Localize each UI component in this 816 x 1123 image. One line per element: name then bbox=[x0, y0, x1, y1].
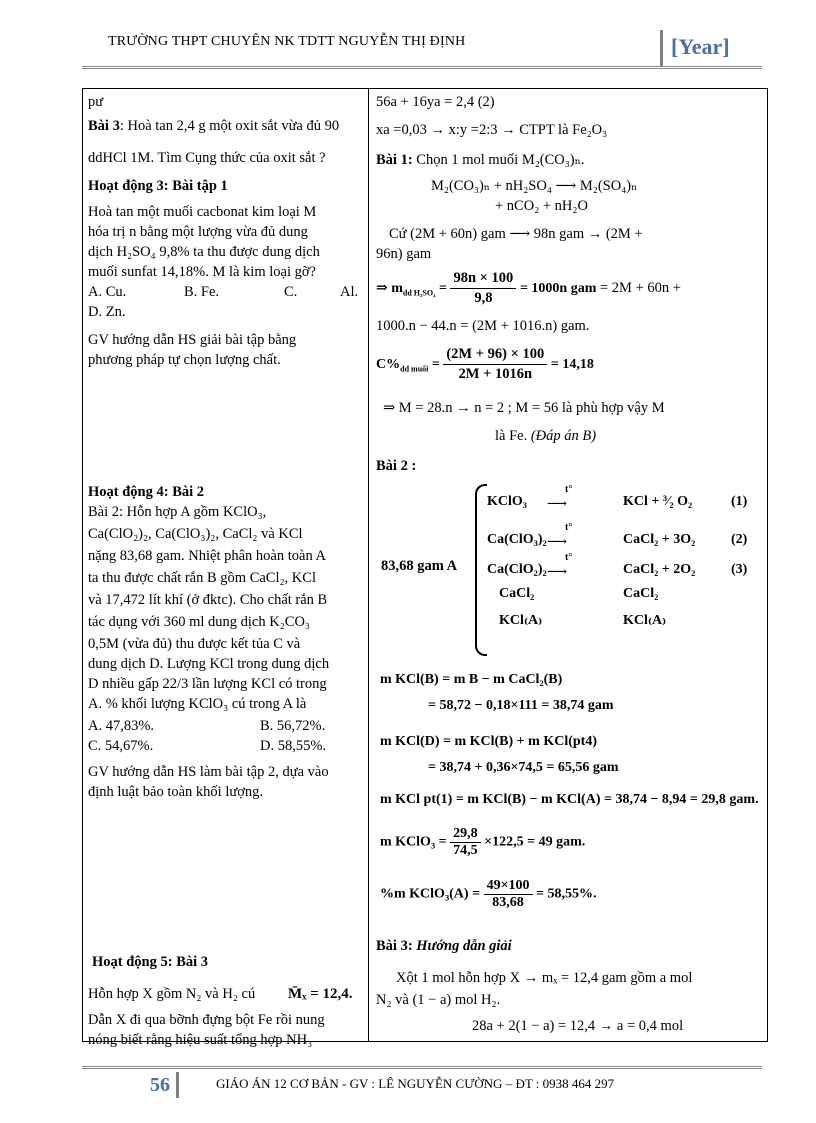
kcl-line3: m KCl(D) = m KCl(B) + m KCl(pt4) bbox=[380, 734, 597, 749]
k7-rhs: = 58,55%. bbox=[536, 886, 597, 902]
mdd-next: 1000.n − 44.n = (2M + 1016.n) gam. bbox=[376, 318, 590, 334]
row3-num: (3) bbox=[731, 562, 748, 577]
hd4-line3: nặng 83,68 gam. Nhiệt phân hoàn toàn A bbox=[88, 548, 326, 564]
k7-fraction bbox=[484, 878, 533, 911]
year-field: [Year] bbox=[660, 30, 730, 66]
row3-arrow: ⟶ bbox=[547, 565, 568, 580]
hd3-line2: hóa trị n bằng một lượng vừa đủ dung bbox=[88, 224, 308, 240]
hd3-line4: muối sunfat 14,18%. M là kim loại gỡ? bbox=[88, 264, 316, 280]
c-den: 2M + 1016n bbox=[458, 366, 533, 382]
bai1-cu2: 96n) gam bbox=[376, 246, 432, 262]
hd4-gv1: GV hướng dẫn HS làm bài tập 2, dựa vào bbox=[88, 764, 329, 780]
hd4-line8: dung dịch D. Lượng KCl trong dung dịch bbox=[88, 656, 330, 672]
hd3-opt-d: D. Zn. bbox=[88, 304, 126, 320]
k6-den: 74,5 bbox=[453, 843, 478, 858]
hd4-line1 bbox=[88, 503, 362, 522]
percent-equation bbox=[380, 878, 597, 911]
footer-text: GIÁO ÁN 12 CƠ BẢN - GV : LÊ NGUYỄN CƯỜNG – ĐT : 0938 464 297 bbox=[216, 1076, 615, 1091]
k6-num: 29,8 bbox=[450, 826, 481, 843]
row1-t: t° bbox=[565, 484, 573, 495]
hd5-line3: nóng biết rằng hiệu suất tổng hợp NH₃ bbox=[88, 1032, 313, 1048]
kclo3-equation bbox=[380, 826, 585, 859]
mdd-tail: = 2M + 60n + bbox=[600, 279, 681, 296]
hd3-opt-c: C. bbox=[284, 284, 298, 300]
hd4-opt-c: C. 54,67%. bbox=[88, 738, 154, 754]
mdd-fraction bbox=[450, 269, 516, 308]
hd5-line1a: Hỗn hợp X gồm N₂ và H₂ cú bbox=[88, 986, 256, 1002]
row4-right: CaCl₂ bbox=[623, 586, 659, 601]
row2-num: (2) bbox=[731, 532, 748, 547]
kcl-line5: m KCl pt(1) = m KCl(B) − m KCl(A) = 38,74 − 8,94 = 29,8 gam. bbox=[380, 792, 759, 807]
hd3-gv2: phương pháp tự chọn lượng chất. bbox=[88, 352, 281, 368]
bai1-eq-line2: + nCO₂ + nH₂O bbox=[495, 198, 588, 214]
right-r1: 56a + 16ya = 2,4 (2) bbox=[376, 94, 495, 110]
hd4-line2: Ca(ClO₂)₂, Ca(ClO₃)₂, CaCl₂ và KCl bbox=[88, 526, 303, 542]
hd5-title: Hoạt động 5: Bài 3 bbox=[92, 954, 209, 970]
footer-rule bbox=[82, 1066, 762, 1069]
hd3-title: Hoạt động 3: Bài tập 1 bbox=[88, 178, 228, 194]
bai1-text: Chọn 1 mol muối M₂(CO₃)ₙ. bbox=[412, 152, 585, 168]
left-pu: pư bbox=[88, 94, 104, 110]
row1-right: KCl + ³⁄₂ O₂ bbox=[623, 494, 693, 509]
bai3-right-title bbox=[376, 938, 512, 955]
school-name: TRƯỜNG THPT CHUYÊN NK TDTT NGUYỄN THỊ ĐỊNH bbox=[108, 34, 466, 49]
mdd-den: 9,8 bbox=[474, 290, 493, 306]
row1-num: (1) bbox=[731, 494, 748, 509]
hd3-opt-a: A. Cu. bbox=[88, 284, 127, 300]
mdd-sub: dd H₂SO₄ bbox=[402, 288, 436, 298]
bai3-hint: Hướng dẫn giải bbox=[412, 938, 512, 954]
c-lhs: C% bbox=[376, 356, 401, 372]
hd4-opt-b: B. 56,72%. bbox=[260, 718, 326, 734]
mdd-rhs: = 1000n gam bbox=[519, 280, 597, 296]
hd4-options-ab bbox=[88, 717, 362, 736]
column-divider bbox=[368, 89, 369, 1041]
kcl-line4: = 38,74 + 0,36×74,5 = 65,56 gam bbox=[428, 760, 619, 775]
cpct-equation: $C\%_{dd muối}$ = $\frac{(2M + 96) \times 100}{2M + 1016n}$ = 14,18 bbox=[376, 346, 594, 382]
hd4-title: Hoạt động 4: Bài 2 bbox=[88, 484, 205, 500]
c-fraction bbox=[443, 345, 547, 384]
c-sub: dd muối bbox=[400, 364, 429, 374]
row1-arrow: ⟶ bbox=[547, 497, 568, 512]
bai1-label: Bài 1: bbox=[376, 152, 413, 168]
hd4-opt-a: A. 47,83%. bbox=[88, 718, 155, 734]
bai3-line1: Xột 1 mol hỗn hợp X → mₓ = 12,4 gam gồm a mol bbox=[396, 970, 693, 986]
hd4-line7: 0,5M (vừa đủ) thu được kết tủa C và bbox=[88, 636, 301, 652]
right-r2: xa =0,03 → x:y =2:3 → CTPT là Fe₂O₃ bbox=[376, 122, 608, 138]
bai1-result2 bbox=[495, 427, 816, 446]
hd4-line6: tác dụng với 360 ml dung dịch K₂CO₃ bbox=[88, 614, 310, 630]
header-rule bbox=[82, 66, 762, 69]
res2a: là Fe. bbox=[495, 428, 531, 444]
bai2-label: Bài 2 : bbox=[376, 458, 417, 474]
left-bai3 bbox=[88, 117, 362, 136]
c-num: (2M + 96) × 100 bbox=[443, 345, 547, 365]
k7-num: 49×100 bbox=[484, 878, 533, 895]
mdd-num: 98n × 100 bbox=[450, 269, 516, 289]
page-number: 56 bbox=[150, 1072, 179, 1098]
hd4-line5: và 17,472 lít khí (ở đktc). Cho chất rắn B bbox=[88, 592, 328, 608]
hd3-options bbox=[88, 283, 362, 302]
bai1-result1: ⇒ M = 28.n → n = 2 ; M = 56 là phù hợp vậy M bbox=[383, 400, 665, 416]
hd3-line1: Hoà tan một muối cacbonat kim loại M bbox=[88, 204, 317, 220]
row4-left: CaCl₂ bbox=[499, 586, 535, 601]
bai3-line2: N₂ và (1 − a) mol H₂. bbox=[376, 992, 501, 1008]
bai1-eq-line1: M₂(CO₃)ₙ + nH₂SO₄ ⟶ M₂(SO₄)ₙ bbox=[431, 178, 638, 194]
bai3-right-label: Bài 3: bbox=[376, 938, 413, 954]
bai3-text1: : Hoà tan 2,4 g một oxit sắt vừa đủ 90 bbox=[119, 118, 340, 134]
answer-b: (Đáp án B) bbox=[530, 428, 597, 444]
hd4-line4: ta thu được chất rắn B gồm CaCl₂, KCl bbox=[88, 570, 316, 586]
mass-label: 83,68 gam A bbox=[381, 558, 458, 574]
row2-t: t° bbox=[565, 522, 573, 533]
k7-den: 83,68 bbox=[492, 895, 524, 910]
reaction-block bbox=[375, 480, 761, 660]
mdd-equation: ⇒ $m_{dd H_2SO_4}$ = $\frac{98n \times 100}{9,8}$ = 1000n gam = 2M + 60n + bbox=[376, 270, 681, 306]
reaction-brace bbox=[475, 484, 487, 656]
hd3-line3: dịch H₂SO₄ 9,8% ta thu được dung dịch bbox=[88, 244, 320, 260]
bai3-label: Bài 3 bbox=[88, 118, 120, 134]
hd4-line10: A. % khối lượng KClO₃ cú trong A là bbox=[88, 696, 307, 712]
hd5-line2: Dẫn X đi qua bỡnh đựng bột Fe rồi nung bbox=[88, 1012, 325, 1028]
row3-right: CaCl₂ + 2O₂ bbox=[623, 562, 696, 577]
row3-t: t° bbox=[565, 552, 573, 563]
bai1-line bbox=[376, 151, 762, 170]
row3-left: Ca(ClO₂)₂ bbox=[487, 562, 547, 577]
left-bai3-line2: ddHCl 1M. Tìm Cụng thức của oxit sắt ? bbox=[88, 150, 326, 166]
kcl-line2: = 58,72 − 0,18×111 = 38,74 gam bbox=[428, 698, 614, 713]
c-rhs: = 14,18 bbox=[550, 356, 594, 372]
hd3-gv1: GV hướng dẫn HS giải bài tập bằng bbox=[88, 332, 297, 348]
k6-lhs: m KClO₃ = bbox=[380, 834, 447, 850]
row2-right: CaCl₂ + 3O₂ bbox=[623, 532, 696, 547]
hd3-opt-c-value: Al. bbox=[340, 284, 359, 300]
row1-left: KClO₃ bbox=[487, 494, 527, 509]
k7-lhs: %m KClO₃(A) = bbox=[380, 886, 481, 902]
bai3-line3: 28a + 2(1 − a) = 12,4 → a = 0,4 mol bbox=[472, 1018, 684, 1034]
mdd-lhs: ⇒ m bbox=[376, 280, 403, 296]
row2-arrow: ⟶ bbox=[547, 535, 568, 550]
k6-rhs: ×122,5 = 49 gam. bbox=[484, 834, 586, 850]
hd3-opt-b: B. Fe. bbox=[184, 284, 220, 300]
hd5-line1 bbox=[88, 985, 362, 1004]
hd4-options-cd bbox=[88, 737, 362, 756]
hd4-gv2: định luật bảo toàn khối lượng. bbox=[88, 784, 264, 800]
bai1-cu1: Cứ (2M + 60n) gam ⟶ 98n gam → (2M + bbox=[389, 226, 643, 242]
hd5-mx: M̄ₓ = 12,4. bbox=[288, 986, 353, 1002]
hd4-line9: D nhiều gấp 22/3 lần lượng KCl có trong bbox=[88, 676, 327, 692]
kcl-line1: m KCl(B) = m B − m CaCl₂(B) bbox=[380, 672, 563, 687]
row5-left: KCl₍A₎ bbox=[499, 613, 543, 628]
hd4-line1-text: Bài 2: Hỗn hợp A gồm KClO₃, bbox=[88, 504, 267, 520]
k6-fraction bbox=[450, 826, 481, 859]
row5-right: KCl₍A₎ bbox=[623, 613, 667, 628]
hd4-opt-d: D. 58,55%. bbox=[260, 738, 327, 754]
row2-left: Ca(ClO₃)₂ bbox=[487, 532, 547, 547]
